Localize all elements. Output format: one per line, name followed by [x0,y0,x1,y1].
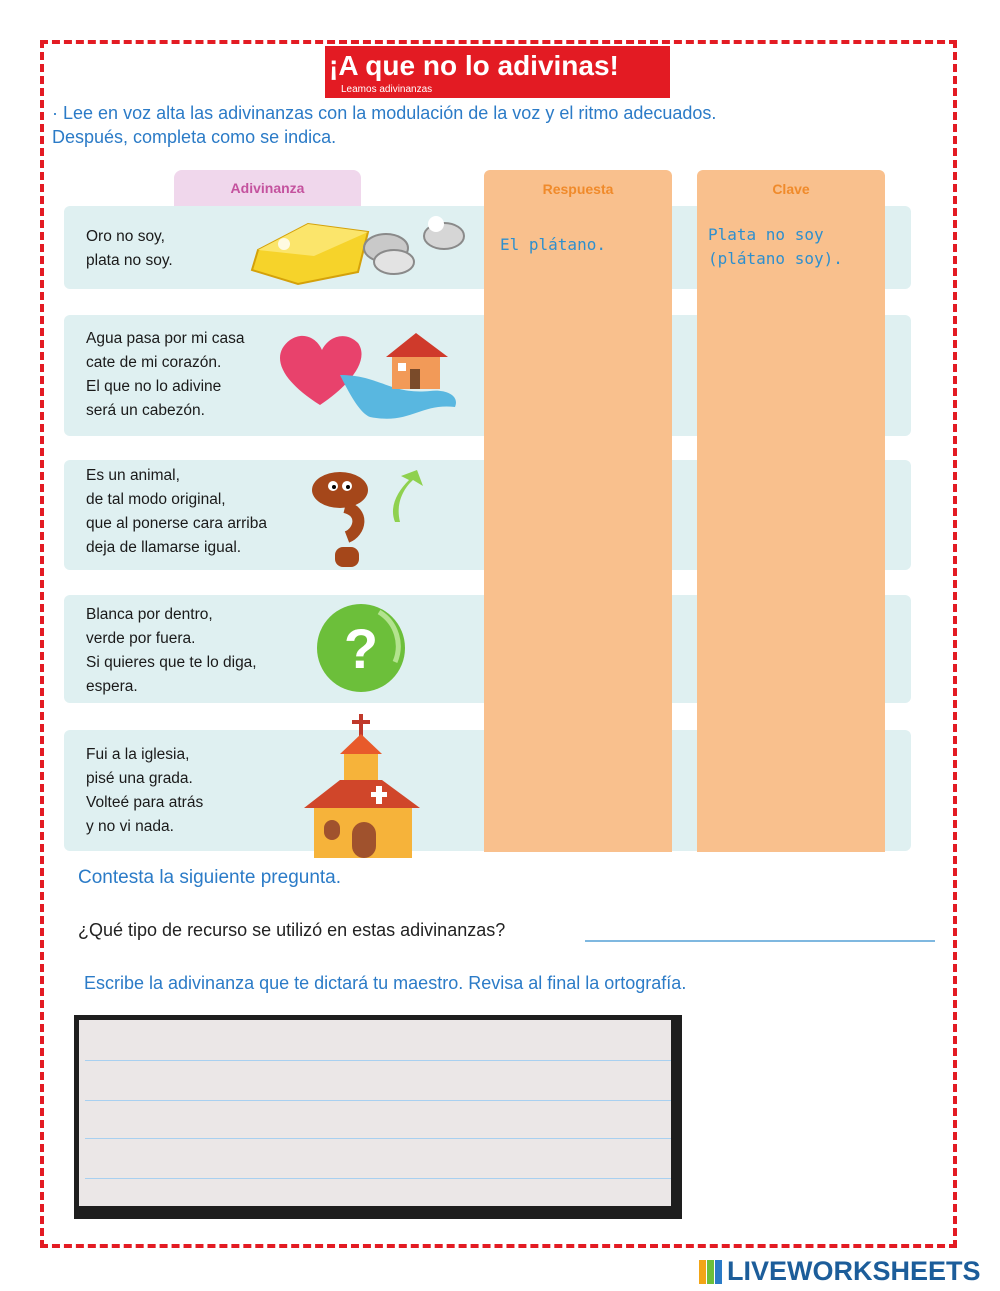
section3-heading: Escribe la adivinanza que te dictará tu maestro. Revisa al final la ortografía. [84,973,687,993]
header-adivinanza: Adivinanza [174,170,361,206]
clave-field-3[interactable] [705,470,877,560]
header-respuesta: Respuesta [542,181,614,197]
page-title: ¡A que no lo adivinas! [329,50,619,81]
answer-field-3[interactable] [492,470,664,560]
church-icon [300,712,422,860]
header-clave: Clave [772,181,810,197]
answer-field-1[interactable]: El plátano. [500,235,606,254]
answer-field-4[interactable] [492,605,664,695]
riddle-text-3: Es un animal, de tal modo original, que al ponerse cara arriba deja de llamarse igual. [86,467,267,556]
ant-arrow-icon [305,462,435,570]
instruction-line-1: Lee en voz alta las adivinanzas con la modulación de la voz y el ritmo adecuados. [63,103,717,123]
clave-field-5[interactable] [705,740,877,840]
writing-line [85,1178,671,1179]
clave-field-2[interactable] [705,330,877,420]
clave-field-4[interactable] [705,605,877,695]
title-banner [325,46,670,98]
writing-line [85,1138,671,1139]
answer-field-5[interactable] [492,740,664,840]
section2-heading: Contesta la siguiente pregunta. [78,867,342,888]
instruction-line-2: Después, completa como se indica. [52,127,337,147]
gold-silver-icon [248,210,470,290]
dictation-writing-box[interactable] [74,1015,682,1219]
riddle-text-4: Blanca por dentro, verde por fuera. Si quieres que te lo diga, espera. [86,606,257,695]
answer-field-2[interactable] [492,330,664,420]
riddle-text-1: Oro no soy, plata no soy. [86,228,173,269]
riddle-text-5: Fui a la iglesia, pisé una grada. Volteé para atrás y no vi nada. [86,746,204,835]
riddle-text-2: Agua pasa por mi casa cate de mi corazón. El que no lo adivine será un cabezón. [86,330,245,419]
writing-line [85,1060,671,1061]
svg-text:?: ? [343,617,379,680]
heart-house-water-icon [270,325,470,435]
instructions [52,101,902,149]
instruction-bullet: · [52,103,58,123]
liveworksheets-logo: LIVEWORKSHEETS [727,1256,981,1286]
clave-field-1[interactable]: Plata no soy (plátano soy). [708,225,843,268]
page-subtitle: Leamos adivinanzas [341,84,433,95]
writing-line [85,1100,671,1101]
dictation-paper[interactable] [79,1020,671,1206]
question-mark-icon [315,602,407,694]
liveworksheets-logo-icon [699,1260,723,1284]
question-text: ¿Qué tipo de recurso se utilizó en estas adivinanzas? [78,920,506,940]
question-answer-input[interactable] [585,940,935,942]
